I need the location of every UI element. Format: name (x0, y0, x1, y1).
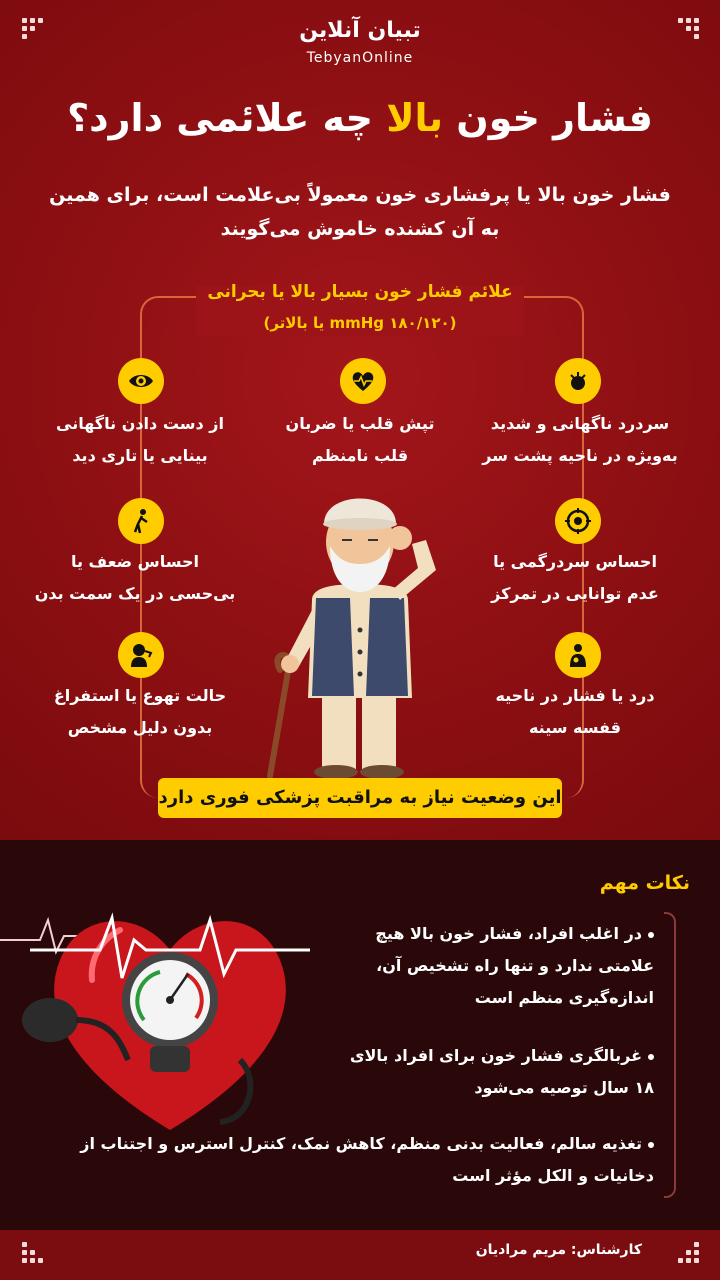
bullet-icon (648, 1054, 654, 1060)
note-line: غربالگری فشار خون برای افراد بالای (349, 1046, 642, 1065)
heart-pulse-icon (340, 358, 386, 404)
eye-icon (118, 358, 164, 404)
brand-logo-en: TebyanOnline (306, 50, 414, 66)
symptom-line: به‌ویژه در ناحیه پشت سر (482, 446, 678, 465)
note-line: در اغلب افراد، فشار خون بالا هیچ (375, 924, 642, 943)
expert-credit: کارشناس: مریم مرادیان (475, 1242, 642, 1258)
symptom-nausea (40, 680, 240, 744)
bullet-icon (648, 1142, 654, 1148)
symptom-line: عدم توانایی در تمرکز (491, 584, 659, 603)
symptom-chest (470, 680, 680, 744)
symptom-line: از دست دادن ناگهانی (56, 414, 224, 433)
symptom-line: احساس ضعف یا (70, 552, 200, 571)
intro-text: فشار خون بالا یا پرفشاری خون معمولاً بی‌علامت است، برای همین به آن کشنده خاموش می‌گویند (49, 184, 671, 240)
notes-title: نکات مهم (599, 872, 690, 894)
urgent-banner: این وضعیت نیاز به مراقبت پزشکی فوری دارد (158, 778, 562, 818)
chest-pain-icon (555, 632, 601, 678)
note-item (74, 1128, 654, 1192)
symptom-line: قلب نامنظم (311, 446, 409, 465)
symptom-palpitation (260, 408, 460, 472)
notes-bracket (664, 912, 676, 1198)
symptom-weakness (30, 546, 240, 610)
head-pain-icon (555, 358, 601, 404)
weak-person-icon (118, 498, 164, 544)
symptom-headache (470, 408, 690, 472)
section-title: علائم فشار خون بسیار بالا یا بحرانی (207, 282, 513, 302)
symptom-line: قفسه سینه (528, 718, 622, 737)
symptom-line: بینایی یا تاری دید (72, 446, 208, 465)
symptom-line: بی‌حسی در یک سمت بدن (34, 584, 236, 603)
nausea-icon (118, 632, 164, 678)
bullet-icon (648, 932, 654, 938)
symptom-vision (40, 408, 240, 472)
symptom-line: سردرد ناگهانی و شدید (490, 414, 670, 433)
note-line: دخانیات و الکل مؤثر است (452, 1166, 654, 1185)
symptom-line: درد یا فشار در ناحیه (495, 686, 655, 705)
title-part1: فشار خون (443, 96, 653, 140)
title-highlight: بالا (386, 96, 444, 140)
note-line: علامتی ندارد و تنها راه تشخیص آن، (376, 956, 654, 975)
note-item (314, 1040, 654, 1104)
symptom-line: حالت تهوع یا استفراغ (53, 686, 227, 705)
title-part2: چه علائمی دارد؟ (67, 96, 387, 140)
page-title (0, 96, 720, 140)
corner-dots-icon (22, 1242, 44, 1264)
symptom-line: تپش قلب یا ضربان (285, 414, 435, 433)
note-line: اندازه‌گیری منظم است (474, 988, 654, 1007)
note-line: ۱۸ سال توصیه می‌شود (474, 1078, 654, 1097)
heart-gauge-illustration (10, 870, 330, 1170)
old-man-illustration (250, 480, 470, 780)
section-note: (۱۸۰/۱۲۰ mmHg یا بالاتر) (263, 314, 457, 332)
symptom-line: بدون دلیل مشخص (67, 718, 213, 737)
symptom-line: احساس سردرگمی یا (493, 552, 657, 571)
brand-logo: تبیان آنلاین (299, 18, 421, 43)
corner-dots-icon (678, 1242, 700, 1264)
symptom-dizziness (470, 546, 680, 610)
target-icon (555, 498, 601, 544)
note-item (314, 918, 654, 1014)
note-line: تغذیه سالم، فعالیت بدنی منظم، کاهش نمک، کنترل استرس و اجتناب از (80, 1134, 642, 1153)
